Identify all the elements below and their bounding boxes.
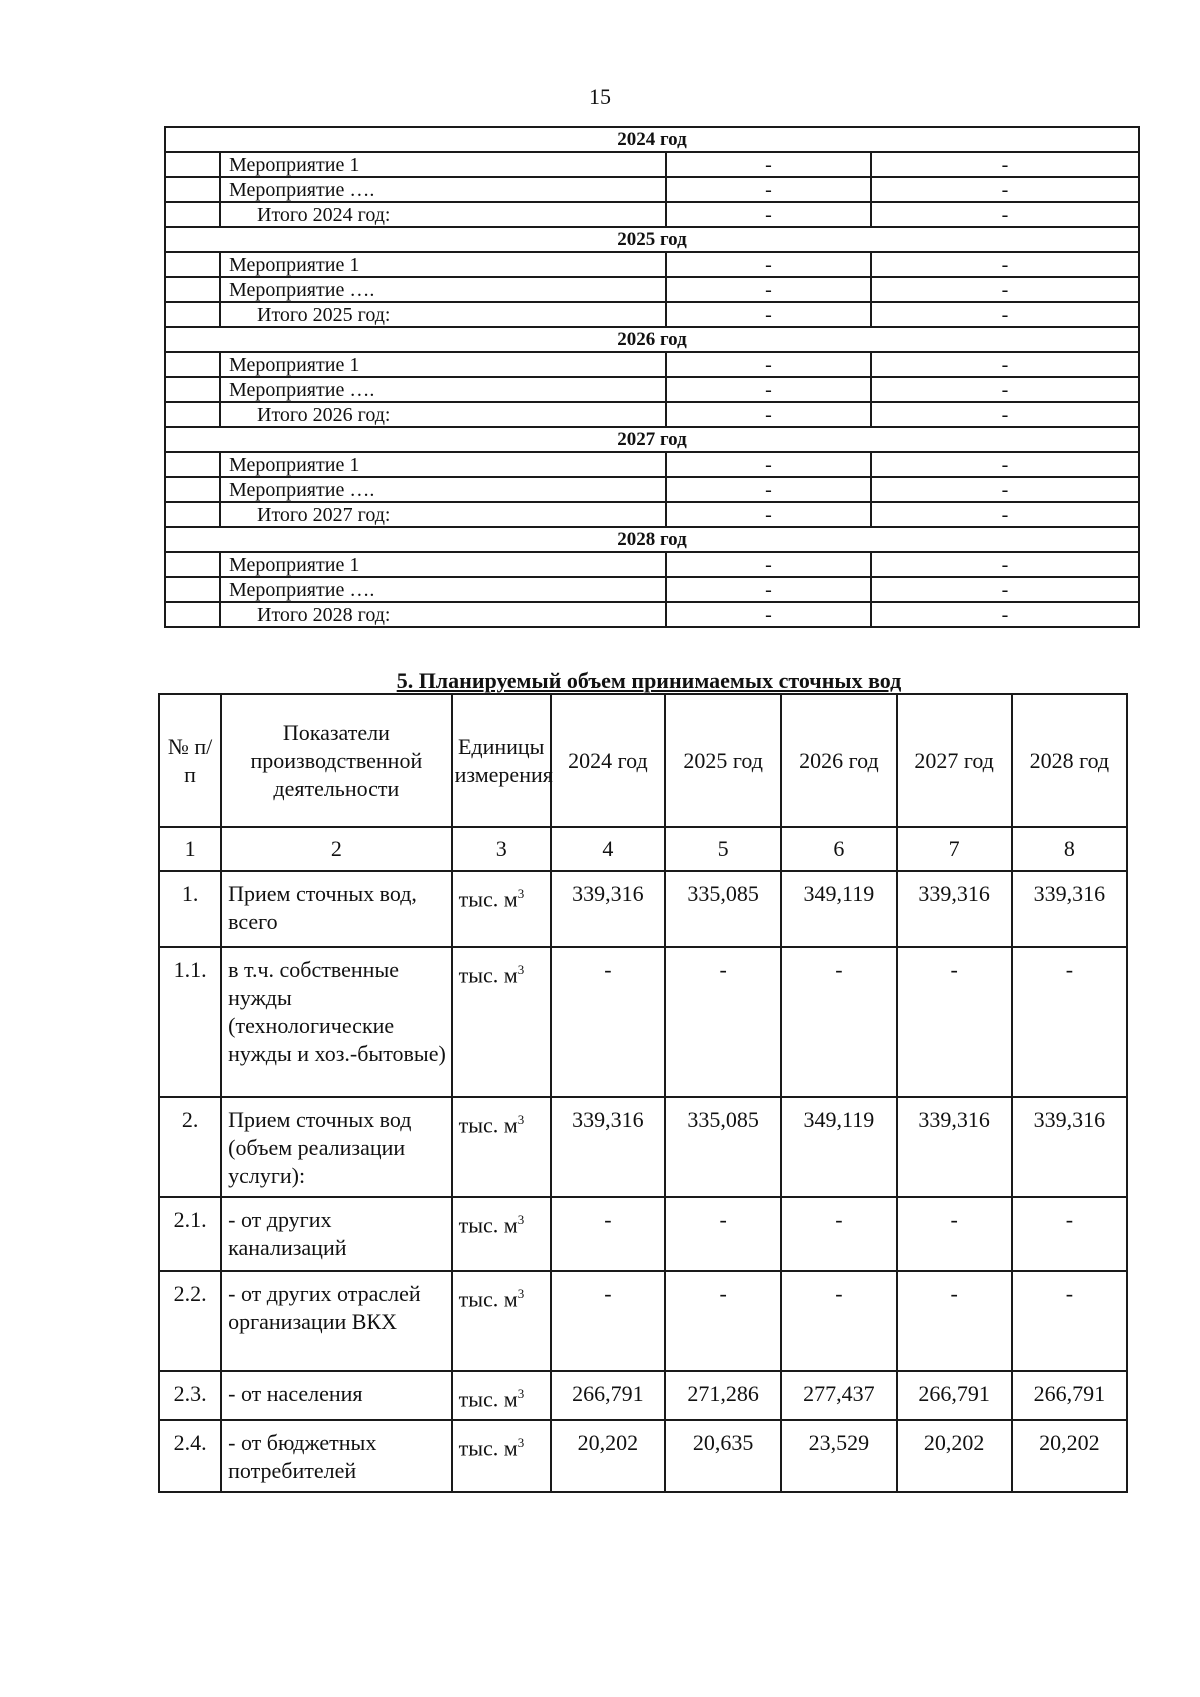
row-value: - bbox=[551, 947, 665, 1097]
row-value: - bbox=[1012, 947, 1127, 1097]
unit-power: 3 bbox=[517, 886, 525, 901]
measure-value: - bbox=[871, 577, 1139, 602]
unit-text: тыс. м bbox=[458, 962, 518, 988]
header-num: № п/п bbox=[159, 694, 221, 827]
volume-row bbox=[159, 871, 1127, 947]
measure-value: - bbox=[666, 252, 871, 277]
index-cell bbox=[165, 277, 220, 302]
row-value: 339,316 bbox=[1012, 871, 1127, 947]
index-cell bbox=[165, 577, 220, 602]
volume-row bbox=[159, 1420, 1127, 1492]
measure-value: - bbox=[871, 352, 1139, 377]
row-number: 2.4. bbox=[159, 1420, 221, 1492]
measure-row bbox=[165, 152, 1139, 177]
total-label: Итого 2026 год: bbox=[220, 402, 666, 427]
measure-row bbox=[165, 177, 1139, 202]
measure-value: - bbox=[666, 377, 871, 402]
header-indicator: Показатели производственной деятельности bbox=[221, 694, 451, 827]
row-number: 1. bbox=[159, 871, 221, 947]
index-cell bbox=[165, 352, 220, 377]
year-total-row bbox=[165, 502, 1139, 527]
column-number: 1 bbox=[159, 827, 221, 871]
row-value: - bbox=[1012, 1197, 1127, 1271]
measure-value: - bbox=[666, 477, 871, 502]
index-cell bbox=[165, 602, 220, 627]
measure-row bbox=[165, 377, 1139, 402]
column-number: 7 bbox=[897, 827, 1012, 871]
measure-name: Мероприятие …. bbox=[220, 577, 666, 602]
measure-value: - bbox=[871, 402, 1139, 427]
index-cell bbox=[165, 552, 220, 577]
measure-value: - bbox=[666, 302, 871, 327]
header-unit: Единицы измерения bbox=[452, 694, 551, 827]
row-unit bbox=[452, 1371, 551, 1420]
unit-text: тыс. м bbox=[458, 1386, 518, 1412]
row-label: - от бюджетных потребителей bbox=[221, 1420, 451, 1492]
measure-name: Мероприятие 1 bbox=[220, 352, 666, 377]
year-header-row bbox=[165, 327, 1139, 352]
index-cell bbox=[165, 202, 220, 227]
measure-value: - bbox=[666, 402, 871, 427]
volume-row bbox=[159, 1371, 1127, 1420]
header-year-2027: 2027 год bbox=[897, 694, 1012, 827]
measure-value: - bbox=[666, 202, 871, 227]
measure-value: - bbox=[871, 377, 1139, 402]
row-label: в т.ч. собственные нужды (технологические нужды и хоз.-бытовые) bbox=[221, 947, 451, 1097]
row-value: - bbox=[897, 1271, 1012, 1371]
measure-value: - bbox=[871, 602, 1139, 627]
row-value: 339,316 bbox=[551, 871, 665, 947]
row-value: 266,791 bbox=[897, 1371, 1012, 1420]
measure-name: Мероприятие 1 bbox=[220, 252, 666, 277]
row-label: - от других канализаций bbox=[221, 1197, 451, 1271]
measure-value: - bbox=[871, 152, 1139, 177]
measure-value: - bbox=[871, 252, 1139, 277]
measure-row bbox=[165, 452, 1139, 477]
column-number: 4 bbox=[551, 827, 665, 871]
row-value: 277,437 bbox=[781, 1371, 896, 1420]
measure-name: Мероприятие …. bbox=[220, 177, 666, 202]
measure-name: Мероприятие 1 bbox=[220, 152, 666, 177]
row-number: 1.1. bbox=[159, 947, 221, 1097]
row-value: - bbox=[551, 1197, 665, 1271]
volume-table bbox=[158, 693, 1128, 1493]
row-value: 339,316 bbox=[1012, 1097, 1127, 1197]
row-unit bbox=[452, 871, 551, 947]
total-label: Итого 2027 год: bbox=[220, 502, 666, 527]
measure-row bbox=[165, 552, 1139, 577]
row-value: - bbox=[897, 1197, 1012, 1271]
measure-value: - bbox=[871, 502, 1139, 527]
row-value: 20,635 bbox=[665, 1420, 781, 1492]
unit-text: тыс. м bbox=[458, 1435, 518, 1461]
index-cell bbox=[165, 477, 220, 502]
row-value: - bbox=[1012, 1271, 1127, 1371]
unit-text: тыс. м bbox=[458, 1286, 518, 1312]
year-total-row bbox=[165, 602, 1139, 627]
row-value: - bbox=[781, 947, 896, 1097]
section-title: 5. Планируемый объем принимаемых сточных вод bbox=[396, 668, 902, 693]
row-value: - bbox=[665, 947, 781, 1097]
year-header-row bbox=[165, 127, 1139, 152]
row-value: 349,119 bbox=[781, 1097, 896, 1197]
row-value: 271,286 bbox=[665, 1371, 781, 1420]
index-cell bbox=[165, 452, 220, 477]
measure-value: - bbox=[871, 452, 1139, 477]
row-value: - bbox=[897, 947, 1012, 1097]
row-value: 20,202 bbox=[897, 1420, 1012, 1492]
row-value: 266,791 bbox=[551, 1371, 665, 1420]
column-number-row bbox=[159, 827, 1127, 871]
volume-row bbox=[159, 1271, 1127, 1371]
measure-row bbox=[165, 277, 1139, 302]
row-value: 339,316 bbox=[897, 871, 1012, 947]
row-number: 2. bbox=[159, 1097, 221, 1197]
row-value: 339,316 bbox=[897, 1097, 1012, 1197]
measure-value: - bbox=[871, 177, 1139, 202]
measure-value: - bbox=[666, 352, 871, 377]
measure-name: Мероприятие …. bbox=[220, 377, 666, 402]
unit-text: тыс. м bbox=[458, 886, 518, 912]
measure-value: - bbox=[871, 552, 1139, 577]
year-heading: 2026 год bbox=[165, 327, 1139, 352]
column-number: 3 bbox=[452, 827, 551, 871]
row-value: - bbox=[665, 1271, 781, 1371]
volume-header-row bbox=[159, 694, 1127, 827]
header-year-2025: 2025 год bbox=[665, 694, 781, 827]
measure-value: - bbox=[666, 177, 871, 202]
measure-name: Мероприятие …. bbox=[220, 277, 666, 302]
year-heading: 2025 год bbox=[165, 227, 1139, 252]
total-label: Итого 2028 год: bbox=[220, 602, 666, 627]
year-total-row bbox=[165, 202, 1139, 227]
row-value: 349,119 bbox=[781, 871, 896, 947]
measure-value: - bbox=[871, 202, 1139, 227]
year-header-row bbox=[165, 427, 1139, 452]
row-value: 20,202 bbox=[1012, 1420, 1127, 1492]
row-unit bbox=[452, 947, 551, 1097]
measure-row bbox=[165, 577, 1139, 602]
row-value: - bbox=[781, 1271, 896, 1371]
row-label: - от других отраслей организации ВКХ bbox=[221, 1271, 451, 1371]
row-value: 339,316 bbox=[551, 1097, 665, 1197]
measure-value: - bbox=[666, 602, 871, 627]
unit-power: 3 bbox=[517, 1112, 525, 1127]
measure-row bbox=[165, 477, 1139, 502]
index-cell bbox=[165, 402, 220, 427]
unit-text: тыс. м bbox=[458, 1212, 518, 1238]
unit-power: 3 bbox=[517, 1212, 525, 1227]
measure-value: - bbox=[871, 277, 1139, 302]
measure-value: - bbox=[871, 302, 1139, 327]
measure-value: - bbox=[666, 552, 871, 577]
year-heading: 2024 год bbox=[165, 127, 1139, 152]
unit-power: 3 bbox=[517, 1386, 525, 1401]
index-cell bbox=[165, 377, 220, 402]
measure-value: - bbox=[666, 277, 871, 302]
year-heading: 2028 год bbox=[165, 527, 1139, 552]
header-year-2024: 2024 год bbox=[551, 694, 665, 827]
index-cell bbox=[165, 302, 220, 327]
index-cell bbox=[165, 177, 220, 202]
measure-value: - bbox=[666, 577, 871, 602]
measure-name: Мероприятие …. bbox=[220, 477, 666, 502]
volume-row bbox=[159, 947, 1127, 1097]
measure-value: - bbox=[666, 452, 871, 477]
column-number: 6 bbox=[781, 827, 896, 871]
header-year-2026: 2026 год bbox=[781, 694, 896, 827]
volume-row bbox=[159, 1197, 1127, 1271]
index-cell bbox=[165, 502, 220, 527]
row-value: 23,529 bbox=[781, 1420, 896, 1492]
measures-table bbox=[164, 126, 1140, 628]
row-value: - bbox=[665, 1197, 781, 1271]
measure-value: - bbox=[666, 502, 871, 527]
row-unit bbox=[452, 1097, 551, 1197]
row-value: - bbox=[551, 1271, 665, 1371]
year-total-row bbox=[165, 302, 1139, 327]
row-number: 2.1. bbox=[159, 1197, 221, 1271]
row-unit bbox=[452, 1420, 551, 1492]
total-label: Итого 2025 год: bbox=[220, 302, 666, 327]
page-number: 15 bbox=[589, 84, 611, 109]
row-value: 335,085 bbox=[665, 871, 781, 947]
year-heading: 2027 год bbox=[165, 427, 1139, 452]
year-header-row bbox=[165, 527, 1139, 552]
measure-row bbox=[165, 252, 1139, 277]
row-value: 266,791 bbox=[1012, 1371, 1127, 1420]
row-label: Прием сточных вод, всего bbox=[221, 871, 451, 947]
unit-power: 3 bbox=[517, 1286, 525, 1301]
year-total-row bbox=[165, 402, 1139, 427]
header-year-2028: 2028 год bbox=[1012, 694, 1127, 827]
measure-row bbox=[165, 352, 1139, 377]
row-number: 2.2. bbox=[159, 1271, 221, 1371]
row-unit bbox=[452, 1197, 551, 1271]
row-value: - bbox=[781, 1197, 896, 1271]
row-label: Прием сточных вод (объем реализации услуги): bbox=[221, 1097, 451, 1197]
measure-value: - bbox=[666, 152, 871, 177]
unit-power: 3 bbox=[517, 962, 525, 977]
column-number: 5 bbox=[665, 827, 781, 871]
row-value: 20,202 bbox=[551, 1420, 665, 1492]
column-number: 8 bbox=[1012, 827, 1127, 871]
row-unit bbox=[452, 1271, 551, 1371]
unit-power: 3 bbox=[517, 1435, 525, 1451]
unit-text: тыс. м bbox=[458, 1112, 518, 1138]
measure-value: - bbox=[871, 477, 1139, 502]
year-header-row bbox=[165, 227, 1139, 252]
row-value: 335,085 bbox=[665, 1097, 781, 1197]
total-label: Итого 2024 год: bbox=[220, 202, 666, 227]
index-cell bbox=[165, 252, 220, 277]
index-cell bbox=[165, 152, 220, 177]
row-label: - от населения bbox=[221, 1371, 451, 1420]
volume-row bbox=[159, 1097, 1127, 1197]
measure-name: Мероприятие 1 bbox=[220, 552, 666, 577]
row-number: 2.3. bbox=[159, 1371, 221, 1420]
measure-name: Мероприятие 1 bbox=[220, 452, 666, 477]
column-number: 2 bbox=[221, 827, 451, 871]
